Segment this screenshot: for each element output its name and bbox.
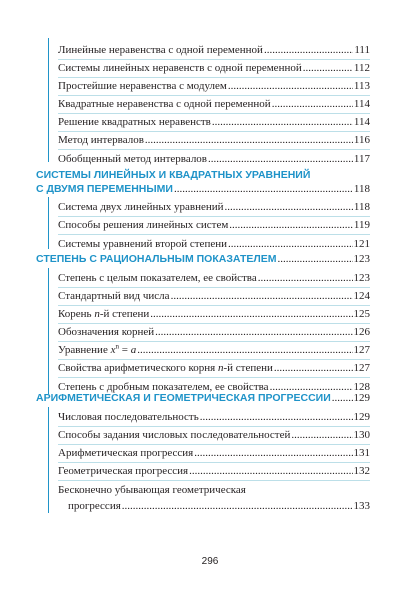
entry-page: 125 (353, 308, 370, 320)
dot-leader (228, 238, 353, 251)
section-rule (48, 197, 49, 249)
dot-leader (228, 80, 353, 93)
entry-title: Арифметическая прогрессия (58, 447, 194, 459)
dot-leader (208, 153, 353, 166)
entry-page: 117 (353, 153, 370, 165)
toc-entry[interactable] (58, 324, 370, 342)
toc-entry[interactable] (58, 150, 370, 168)
section-page: 129 (353, 392, 370, 404)
dot-leader (278, 253, 353, 266)
section-title: АРИФМЕТИЧЕСКАЯ И ГЕОМЕТРИЧЕСКАЯ ПРОГРЕССИИ (36, 392, 331, 404)
section-rule (48, 38, 49, 162)
section-heading[interactable] (36, 391, 370, 405)
toc-entry[interactable] (58, 360, 370, 378)
entry-page: 127 (353, 362, 370, 374)
dot-leader (155, 326, 352, 339)
toc-entry[interactable] (58, 235, 370, 253)
entry-title (58, 344, 136, 357)
title-text: -й степени (223, 362, 273, 374)
dot-leader (137, 344, 352, 357)
toc-entry-line2[interactable] (58, 497, 370, 515)
entry-page: 121 (353, 238, 370, 250)
entry-page: 114 (353, 116, 370, 128)
dot-leader (303, 62, 353, 75)
entry-page: 126 (353, 326, 370, 338)
section-page: 123 (353, 253, 370, 265)
section-title-line2: С ДВУМЯ ПЕРЕМЕННЫМИ (36, 183, 173, 195)
entry-title: Степень с целым показателем, ее свойства (58, 272, 257, 284)
toc-entry[interactable] (58, 409, 370, 427)
toc-entry[interactable] (58, 217, 370, 235)
dot-leader (264, 44, 353, 57)
entry-page: 132 (353, 465, 370, 477)
dot-leader (212, 116, 353, 129)
toc-entry[interactable] (58, 445, 370, 463)
dot-leader (258, 272, 353, 285)
entry-title: Бесконечно убывающая геометрическая (58, 484, 246, 496)
section-rule (48, 407, 49, 513)
math-variable: n (94, 308, 100, 320)
toc-entry[interactable] (58, 199, 370, 217)
entry-page: 130 (353, 429, 370, 441)
entry-page: 123 (353, 272, 370, 284)
section-title-line1: СИСТЕМЫ ЛИНЕЙНЫХ И КВАДРАТНЫХ УРАВНЕНИЙ (36, 169, 311, 181)
entry-page: 112 (353, 62, 370, 74)
dot-leader (174, 183, 353, 196)
entry-page: 119 (353, 219, 370, 231)
toc-entry[interactable] (58, 342, 370, 360)
math-exponent: n (115, 342, 119, 351)
dot-leader (291, 429, 352, 442)
math-variable: n (217, 362, 224, 374)
section-page: 118 (353, 183, 370, 195)
toc-entry[interactable] (58, 96, 370, 114)
entry-title: Квадратные неравенства с одной переменной (58, 98, 271, 110)
entry-title (58, 362, 273, 375)
entry-page: 118 (353, 201, 370, 213)
entry-title: Системы уравнений второй степени (58, 238, 227, 250)
page-number: 296 (201, 556, 219, 567)
entry-page: 129 (353, 411, 370, 423)
dot-leader (150, 308, 352, 321)
dot-leader (122, 500, 353, 513)
toc-entry[interactable] (58, 288, 370, 306)
toc-entry[interactable] (58, 270, 370, 288)
section-heading[interactable] (36, 168, 370, 196)
entry-title: Обобщенный метод интервалов (58, 153, 207, 165)
dot-leader (194, 447, 352, 460)
section-rule (48, 268, 49, 394)
entry-page: 114 (353, 98, 370, 110)
title-text: Свойства арифметического корня (58, 362, 218, 374)
dot-leader (145, 134, 353, 147)
toc-entry[interactable] (58, 132, 370, 150)
entry-title: Способы решения линейных систем (58, 219, 229, 231)
entry-title: Способы задания числовых последовательностей (58, 429, 291, 441)
toc-entry[interactable] (58, 463, 370, 481)
dot-leader (229, 219, 353, 232)
entry-page: 133 (353, 500, 370, 512)
toc-entry[interactable] (58, 427, 370, 445)
toc-entry[interactable] (58, 306, 370, 324)
dot-leader (332, 392, 353, 405)
section-title: СТЕПЕНЬ С РАЦИОНАЛЬНЫМ ПОКАЗАТЕЛЕМ (36, 253, 277, 265)
entry-title: Степень с дробным показателем, ее свойства (58, 381, 269, 393)
toc-entry[interactable] (58, 114, 370, 132)
entry-title: Стандартный вид числа (58, 290, 170, 302)
entry-page: 128 (353, 381, 370, 393)
title-text: Корень (58, 308, 95, 320)
entry-title (58, 308, 149, 321)
entry-page: 113 (353, 80, 370, 92)
section-heading[interactable] (36, 252, 370, 266)
entry-page: 127 (353, 344, 370, 356)
entry-title: Системы линейных неравенств с одной переменной (58, 62, 302, 74)
entry-title: Геометрическая прогрессия (58, 465, 189, 477)
entry-title: Система двух линейных уравнений (58, 201, 224, 213)
dot-leader (171, 290, 353, 303)
entry-title: Простейшие неравенства с модулем (58, 80, 227, 92)
toc-entry[interactable] (58, 60, 370, 78)
entry-page: 131 (353, 447, 370, 459)
toc-entry[interactable] (58, 78, 370, 96)
math-variable: x (110, 344, 116, 356)
entry-title: прогрессия (68, 500, 121, 512)
entry-title: Числовая последовательность (58, 411, 199, 423)
entry-page: 111 (354, 44, 370, 56)
dot-leader (274, 362, 353, 375)
entry-title: Обозначения корней (58, 326, 155, 338)
dot-leader (200, 411, 353, 424)
math-variable: a (130, 344, 137, 356)
toc-entry[interactable] (58, 42, 370, 60)
title-text: = (118, 344, 131, 356)
dot-leader (272, 98, 353, 111)
dot-leader (189, 465, 352, 478)
title-text: Уравнение (58, 344, 111, 356)
entry-page: 116 (353, 134, 370, 146)
entry-title: Решение квадратных неравенств (58, 116, 211, 128)
entry-title: Метод интервалов (58, 134, 144, 146)
entry-title: Линейные неравенства с одной переменной (58, 44, 263, 56)
dot-leader (225, 201, 353, 214)
title-text: -й степени (99, 308, 150, 320)
entry-page: 124 (353, 290, 370, 302)
